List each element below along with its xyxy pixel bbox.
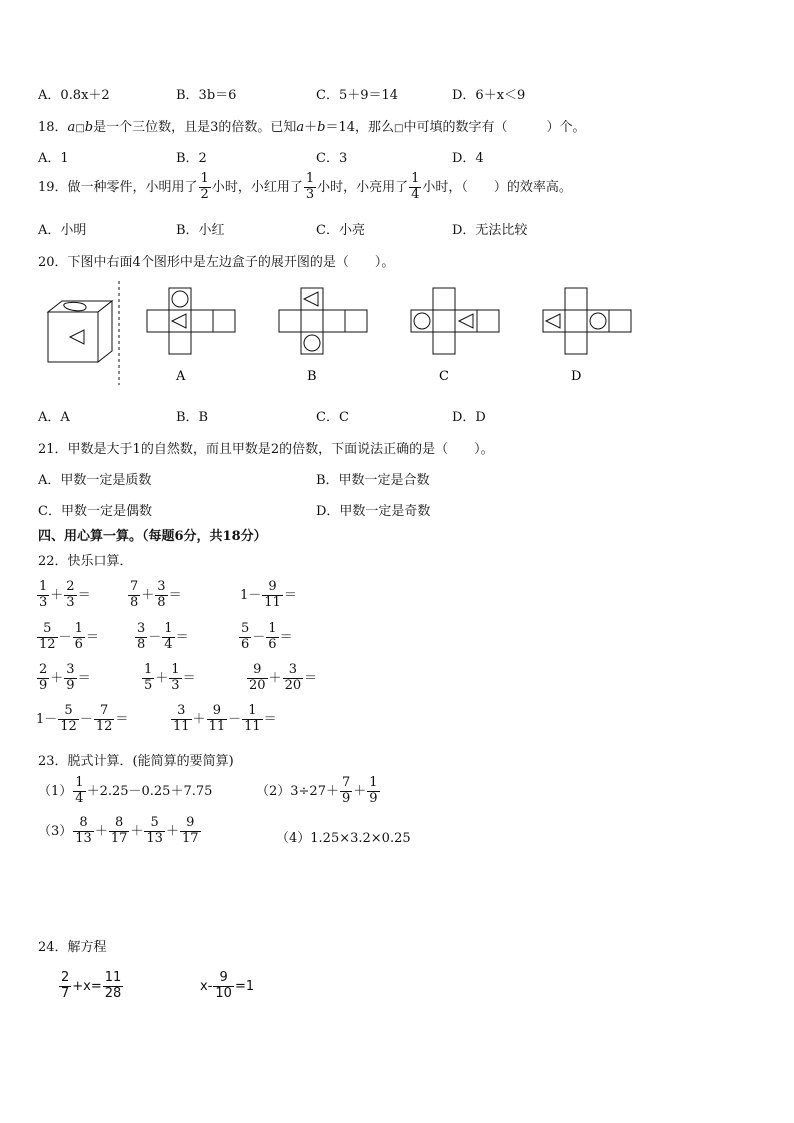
expr-text: （2）3÷27＋ (256, 783, 339, 799)
expr-text: ＝ (115, 711, 129, 727)
expr-text: ＝ (182, 670, 196, 686)
q19-text-3: 小时，（ ）的效率高。 (422, 179, 572, 195)
fraction: $\frac{2}{7}$ (61, 970, 70, 1001)
net-c-label: C (439, 369, 449, 384)
net-a-label: A (176, 369, 186, 384)
expr-text: ＝ (77, 670, 91, 686)
q19-frac-2: $\frac{1}{3}$ (305, 171, 315, 202)
section-4-heading: 四、用心算一算。（每题6分，共18分） (38, 529, 267, 544)
q18-option-a: A．1 (38, 151, 69, 166)
net-a (147, 288, 235, 354)
q19-option-a: A．小明 (38, 223, 87, 238)
expr-text: （3） (38, 823, 73, 839)
q22-r1-c1 (134, 622, 189, 653)
expr-text: （4）1.25×3.2×0.25 (276, 831, 411, 846)
q18-option-d: D．4 (452, 151, 484, 166)
expr-text: ＋ (165, 823, 179, 839)
cube-box (48, 301, 112, 362)
net-b (279, 288, 367, 354)
fraction: $\frac{1}{6}$ (268, 621, 277, 652)
expr-text: ＋ (94, 823, 108, 839)
expr-text: ＝ (263, 711, 277, 727)
expr-text: ＝ (77, 587, 91, 603)
q18-eq-rhs: ＝14 (325, 120, 356, 135)
q18-text3: 中可填的数字有（ ）个。 (403, 120, 586, 135)
expr-text: +x= (72, 978, 102, 994)
q21-option-a: A．甲数一定是质数 (38, 473, 152, 488)
fraction: $\frac{1}{4}$ (164, 621, 173, 652)
expr-text: ＝ (168, 587, 182, 603)
expr-text: － (148, 629, 162, 645)
net-d (543, 288, 631, 354)
q18-eq-plus: ＋ (304, 120, 318, 135)
fraction: $\frac{9}{11}$ (208, 703, 226, 734)
q23-item-1 (38, 776, 212, 807)
q24-eq-1 (58, 971, 124, 1002)
fraction: $\frac{1}{3}$ (171, 662, 180, 693)
expr-text: 1－ (240, 587, 262, 603)
expr-text: ＋ (353, 783, 367, 799)
q19-option-c: C．小亮 (316, 223, 365, 238)
q19-frac-1: $\frac{1}{2}$ (200, 171, 209, 202)
fraction: $\frac{1}{11}$ (244, 703, 261, 734)
fraction: $\frac{11}{28}$ (104, 970, 122, 1001)
q18-text2: ，那么 (355, 120, 395, 135)
expr-text: x- (200, 978, 213, 994)
q17-option-b: B．3b＝6 (176, 88, 237, 103)
q18-option-c: C．3 (316, 151, 348, 166)
fraction: $\frac{7}{12}$ (95, 703, 113, 734)
q19-option-b: B．小红 (176, 223, 225, 238)
q21-option-d: D．甲数一定是奇数 (316, 504, 431, 519)
fraction: $\frac{5}{12}$ (60, 703, 77, 734)
q22-r2-c1 (141, 663, 196, 694)
q24-title: 24．解方程 (38, 940, 107, 955)
q21-stem: 21．甲数是大于1的自然数，而且甲数是2的倍数，下面说法正确的是（ ）。 (38, 442, 494, 457)
fraction: $\frac{3}{20}$ (284, 662, 302, 693)
q20-option-b: B．B (176, 410, 209, 425)
fraction: $\frac{7}{9}$ (341, 775, 351, 806)
q18-eq-b: b (317, 120, 326, 135)
q21-option-c: C．甲数一定是偶数 (38, 504, 152, 519)
fraction: $\frac{9}{10}$ (215, 970, 232, 1001)
fraction: $\frac{1}{3}$ (39, 579, 48, 610)
fraction: $\frac{8}{13}$ (75, 815, 92, 846)
q19-frac-3: $\frac{1}{4}$ (411, 171, 420, 202)
fraction: $\frac{1}{5}$ (144, 662, 153, 693)
q18-var-b: b (84, 120, 94, 135)
fraction: $\frac{3}{11}$ (173, 703, 190, 734)
expr-text: － (252, 629, 266, 645)
fraction: $\frac{3}{8}$ (137, 621, 146, 652)
expr-text: － (58, 629, 72, 645)
q23-title: 23．脱式计算．(能简算的要简算) (38, 754, 234, 769)
expr-text: ＋2.25－0.25＋7.75 (86, 783, 213, 799)
q22-r2-c2 (246, 663, 317, 694)
expr-text: ＋ (155, 670, 169, 686)
fraction: $\frac{8}{17}$ (110, 815, 128, 846)
expr-text: 1－ (36, 711, 58, 727)
expr-text: ＝ (279, 629, 293, 645)
expr-text: ＝ (304, 670, 318, 686)
q20-option-a: A．A (38, 410, 70, 425)
fraction: $\frac{1}{9}$ (369, 775, 378, 806)
fraction: $\frac{7}{8}$ (130, 579, 139, 610)
q22-r0-c0 (36, 580, 91, 611)
q18-text1: 是一个三位数，且是3的倍数。已知 (93, 120, 297, 135)
expr-text: =1 (234, 978, 255, 994)
q22-r3-c0 (36, 704, 128, 735)
q19-text-2: 小时，小亮用了 (317, 179, 409, 195)
q22-r1-c2 (238, 622, 293, 653)
q18-box2: □ (394, 123, 404, 134)
q20-option-d: D．D (452, 410, 486, 425)
expr-text: ＋ (192, 711, 206, 727)
fraction: $\frac{1}{6}$ (74, 621, 83, 652)
net-b-label: B (307, 369, 317, 384)
q19-text-prefix: 19．做一种零件，小明用了 (38, 179, 198, 195)
net-c (411, 288, 499, 354)
fraction: $\frac{9}{20}$ (249, 662, 266, 693)
q20-figure (0, 275, 794, 395)
expr-text: － (79, 711, 93, 727)
q21-option-b: B．甲数一定是合数 (316, 473, 430, 488)
expr-text: ＝ (85, 629, 99, 645)
fraction: $\frac{5}{13}$ (146, 815, 163, 846)
q19-option-d: D．无法比较 (452, 223, 528, 238)
expr-text: ＝ (175, 629, 189, 645)
expr-text: （1） (38, 783, 73, 799)
fraction: $\frac{9}{11}$ (264, 579, 281, 610)
q20-stem: 20．下图中右面4个图形中是左边盒子的展开图的是（ ）。 (38, 255, 395, 270)
q20-option-c: C．C (316, 410, 349, 425)
fraction: $\frac{1}{4}$ (75, 775, 84, 806)
expr-text: ＋ (50, 587, 64, 603)
fraction: $\frac{9}{17}$ (181, 815, 199, 846)
q18-eq-a: a (296, 120, 305, 135)
expr-text: ＋ (50, 670, 64, 686)
q17-option-d: D．6＋x＜9 (452, 88, 526, 103)
q18-stem (38, 116, 586, 135)
fraction: $\frac{2}{9}$ (39, 662, 48, 693)
q23-item-2 (256, 776, 381, 807)
q22-r3-c1 (170, 704, 277, 735)
fraction: $\frac{2}{3}$ (66, 579, 75, 610)
q22-r2-c0 (36, 663, 91, 694)
expr-text: ＋ (268, 670, 282, 686)
fraction: $\frac{5}{6}$ (241, 621, 250, 652)
q23-item-3 (38, 816, 202, 847)
q19-stem (38, 172, 572, 203)
expr-text: ＋ (141, 587, 155, 603)
q24-eq-2 (200, 971, 254, 1002)
fraction: $\frac{3}{9}$ (66, 662, 75, 693)
q18-var-a: a (67, 120, 76, 135)
q22-title: 22．快乐口算． (38, 554, 133, 569)
q22-r0-c2 (240, 580, 297, 611)
q19-text-1: 小时，小红用了 (211, 179, 303, 195)
q18-number: 18． (38, 120, 68, 135)
q23-item-4 (276, 827, 411, 846)
fraction: $\frac{5}{12}$ (39, 621, 56, 652)
expr-text: ＋ (130, 823, 144, 839)
net-d-label: D (571, 369, 582, 384)
fraction: $\frac{3}{8}$ (157, 579, 166, 610)
q22-r1-c0 (36, 622, 99, 653)
q17-option-a: A．0.8x＋2 (38, 88, 110, 103)
q17-option-c: C．5＋9＝14 (316, 88, 399, 103)
expr-text: － (228, 711, 242, 727)
q18-box: □ (75, 123, 85, 134)
expr-text: ＝ (283, 587, 297, 603)
q18-option-b: B．2 (176, 151, 207, 166)
q22-r0-c1 (127, 580, 182, 611)
